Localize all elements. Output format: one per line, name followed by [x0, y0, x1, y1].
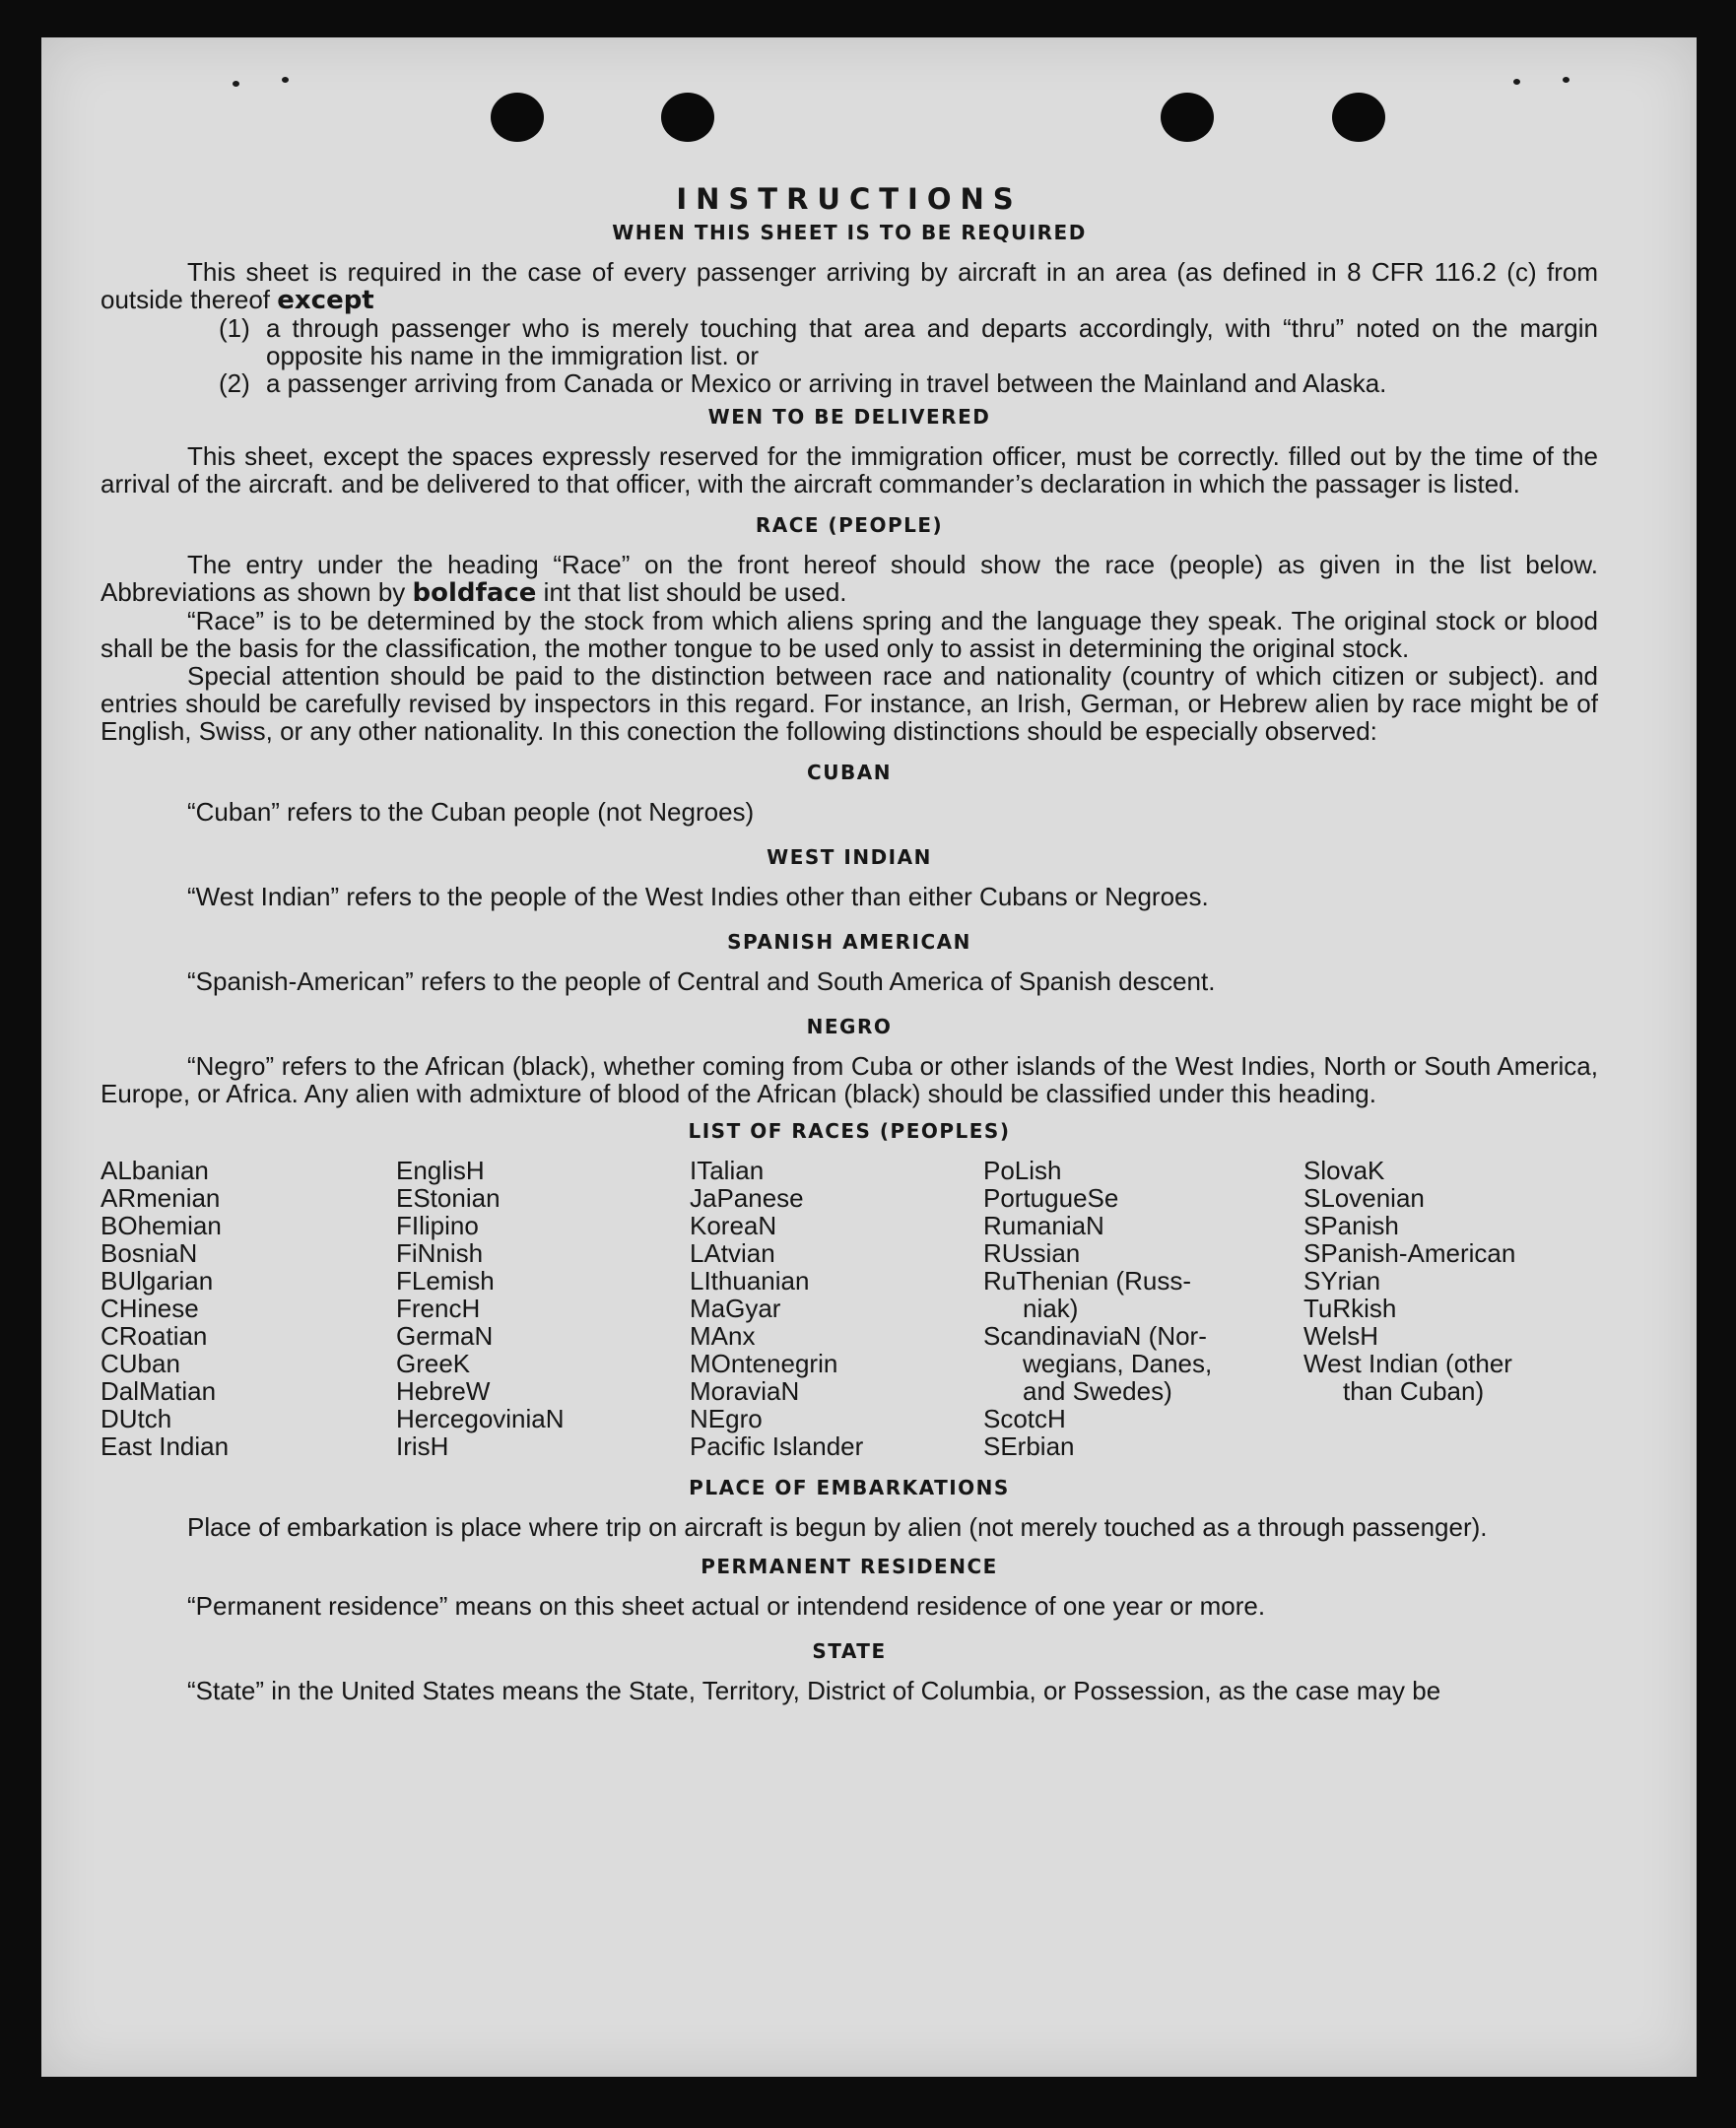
race-entry: EStonian: [396, 1183, 501, 1213]
race-paragraph-2: “Race” is to be determined by the stock from which aliens spring and the language they speak. The original stock or blood shall be the basis for the classification, the mother tongue to be used only to assist in determining the original stock.: [100, 606, 1598, 663]
race-entry: MaGyar: [690, 1294, 781, 1323]
document-page: [41, 37, 1697, 2077]
permanent-residence-text: “Permanent residence” means on this sheet actual or intendend residence of one year or more.: [187, 1591, 1266, 1621]
race-entry: IrisH: [396, 1431, 449, 1461]
race-entry: FiNnish: [396, 1238, 484, 1268]
list-item: (2) a passenger arriving from Canada or Mexico or arriving in travel between the Mainland and Alaska.: [219, 368, 1387, 398]
race-paragraph-1: The entry under the heading “Race” on the front hereof should show the race (people) as given in the list below. Abbreviations as shown by boldface int that list should be used.: [100, 550, 1598, 608]
speck: [233, 81, 239, 87]
race-entry-continuation: than Cuban): [1343, 1376, 1485, 1406]
race-entry: PortugueSe: [983, 1183, 1119, 1213]
race-entry: ALbanian: [100, 1156, 209, 1185]
race-entry: Pacific Islander: [690, 1431, 864, 1461]
race-entry: JaPanese: [690, 1183, 804, 1213]
state-text: “State” in the United States means the State, Territory, District of Columbia, or Possession, as the case may be: [187, 1676, 1441, 1705]
punch-hole: [1332, 93, 1385, 142]
race-entry: DalMatian: [100, 1376, 217, 1406]
race-entry: RUssian: [983, 1238, 1081, 1268]
race-entry: EnglisH: [396, 1156, 485, 1185]
west-indian-text: “West Indian” refers to the people of the West Indies other than either Cubans or Negroes.: [187, 882, 1209, 911]
when-required-intro: This sheet is required in the case of every passenger arriving by aircraft in an area (as defined in 8 CFR 116.2 (c) from outside thereof except: [100, 257, 1598, 315]
race-entry-continuation: and Swedes): [1023, 1376, 1172, 1406]
race-entry: NEgro: [690, 1404, 763, 1433]
race-entry: SPanish: [1303, 1211, 1399, 1240]
race-entry: FIlipino: [396, 1211, 479, 1240]
race-entry: West Indian (other: [1303, 1349, 1512, 1378]
race-entry: MOntenegrin: [690, 1349, 838, 1378]
instructions-content: [100, 182, 1598, 1705]
section-heading-race: RACE (PEOPLE): [755, 513, 944, 537]
race-entry: HebreW: [396, 1376, 491, 1406]
keyword-boldface: boldface: [412, 578, 537, 608]
negro-text: “Negro” refers to the African (black), whether coming from Cuba or other islands of the West Indies, North or South America, Europe, or Africa. Any alien with admixture of blood of the African (black) should be classified under this heading.: [100, 1051, 1598, 1108]
section-heading-negro: NEGRO: [806, 1015, 893, 1038]
keyword-except: except: [277, 286, 374, 315]
race-entry: TuRkish: [1303, 1294, 1397, 1323]
race-entry: PoLish: [983, 1156, 1062, 1185]
race-entry: RuThenian (Russ-: [983, 1266, 1191, 1296]
race-entry: CUban: [100, 1349, 180, 1378]
race-entry: FLemish: [396, 1266, 495, 1296]
race-entry: CRoatian: [100, 1321, 208, 1351]
embarkation-text: Place of embarkation is place where trip on aircraft is begun by alien (not merely touched as a through passenger).: [187, 1512, 1488, 1542]
punch-hole: [491, 93, 544, 142]
section-heading-spanish-american: SPANISH AMERICAN: [727, 930, 971, 954]
race-entry: WelsH: [1303, 1321, 1379, 1351]
races-column: [396, 1157, 690, 1460]
list-item: (1) a through passenger who is merely touching that area and departs accordingly, with “thru” noted on the margin opposite his name in the immigration list. or: [219, 313, 1598, 370]
spanish-american-text: “Spanish-American” refers to the people of Central and South America of Spanish descent.: [187, 966, 1216, 996]
race-entry: BUlgarian: [100, 1266, 214, 1296]
speck: [282, 77, 289, 83]
section-heading-when-delivered: WEN TO BE DELIVERED: [707, 405, 991, 429]
page-title: INSTRUCTIONS: [676, 182, 1023, 216]
race-entry: KoreaN: [690, 1211, 777, 1240]
race-entry: DUtch: [100, 1404, 172, 1433]
race-entry: GermaN: [396, 1321, 494, 1351]
race-entry: SLovenian: [1303, 1183, 1425, 1213]
cuban-text: “Cuban” refers to the Cuban people (not Negroes): [187, 797, 755, 827]
race-entry: HercegoviniaN: [396, 1404, 565, 1433]
race-entry-continuation: wegians, Danes,: [1023, 1349, 1213, 1378]
punch-hole: [661, 93, 714, 142]
race-entry: LIthuanian: [690, 1266, 810, 1296]
races-list: [100, 1157, 1598, 1460]
section-heading-west-indian: WEST INDIAN: [767, 845, 932, 869]
race-entry: FrencH: [396, 1294, 481, 1323]
section-heading-list-of-races: LIST OF RACES (PEOPLES): [688, 1119, 1011, 1143]
race-entry: BosniaN: [100, 1238, 198, 1268]
when-delivered-text: This sheet, except the spaces expressly reserved for the immigration officer, must be correctly. filled out by the time of the arrival of the aircraft. and be delivered to that officer, with the aircraft commander’s declaration in which the passager is listed.: [100, 441, 1598, 499]
speck: [1563, 77, 1569, 83]
section-heading-embarkation: PLACE OF EMBARKATIONS: [689, 1476, 1010, 1499]
race-entry: ITalian: [690, 1156, 765, 1185]
race-entry: SPanish-American: [1303, 1238, 1516, 1268]
races-column: [690, 1157, 983, 1460]
race-entry: LAtvian: [690, 1238, 775, 1268]
race-entry-continuation: niak): [1023, 1294, 1079, 1323]
section-heading-when-required: WHEN THIS SHEET IS TO BE REQUIRED: [612, 221, 1087, 244]
race-entry: RumaniaN: [983, 1211, 1104, 1240]
races-column: [1303, 1157, 1598, 1460]
speck: [1513, 79, 1520, 85]
race-entry: CHinese: [100, 1294, 199, 1323]
punch-hole: [1161, 93, 1214, 142]
race-entry: SlovaK: [1303, 1156, 1385, 1185]
section-heading-permanent-residence: PERMANENT RESIDENCE: [701, 1555, 998, 1578]
race-entry: East Indian: [100, 1431, 230, 1461]
races-column: [983, 1157, 1303, 1460]
race-entry: BOhemian: [100, 1211, 222, 1240]
race-entry: MAnx: [690, 1321, 756, 1351]
race-entry: ScandinaviaN (Nor-: [983, 1321, 1207, 1351]
race-entry: GreeK: [396, 1349, 471, 1378]
race-entry: SErbian: [983, 1431, 1075, 1461]
race-entry: ScotcH: [983, 1404, 1066, 1433]
races-column: [100, 1157, 396, 1460]
race-entry: SYrian: [1303, 1266, 1381, 1296]
section-heading-cuban: CUBAN: [807, 761, 892, 784]
race-paragraph-3: Special attention should be paid to the distinction between race and nationality (country of which citizen or subject). and entries should be carefully revised by inspectors in this regard. For instance, an Irish, German, or Hebrew alien by race might be of English, Swiss, or any other nationality. In this conection the following distinctions should be especially observed:: [100, 661, 1598, 746]
race-entry: MoraviaN: [690, 1376, 800, 1406]
race-entry: ARmenian: [100, 1183, 221, 1213]
section-heading-state: STATE: [812, 1639, 887, 1663]
